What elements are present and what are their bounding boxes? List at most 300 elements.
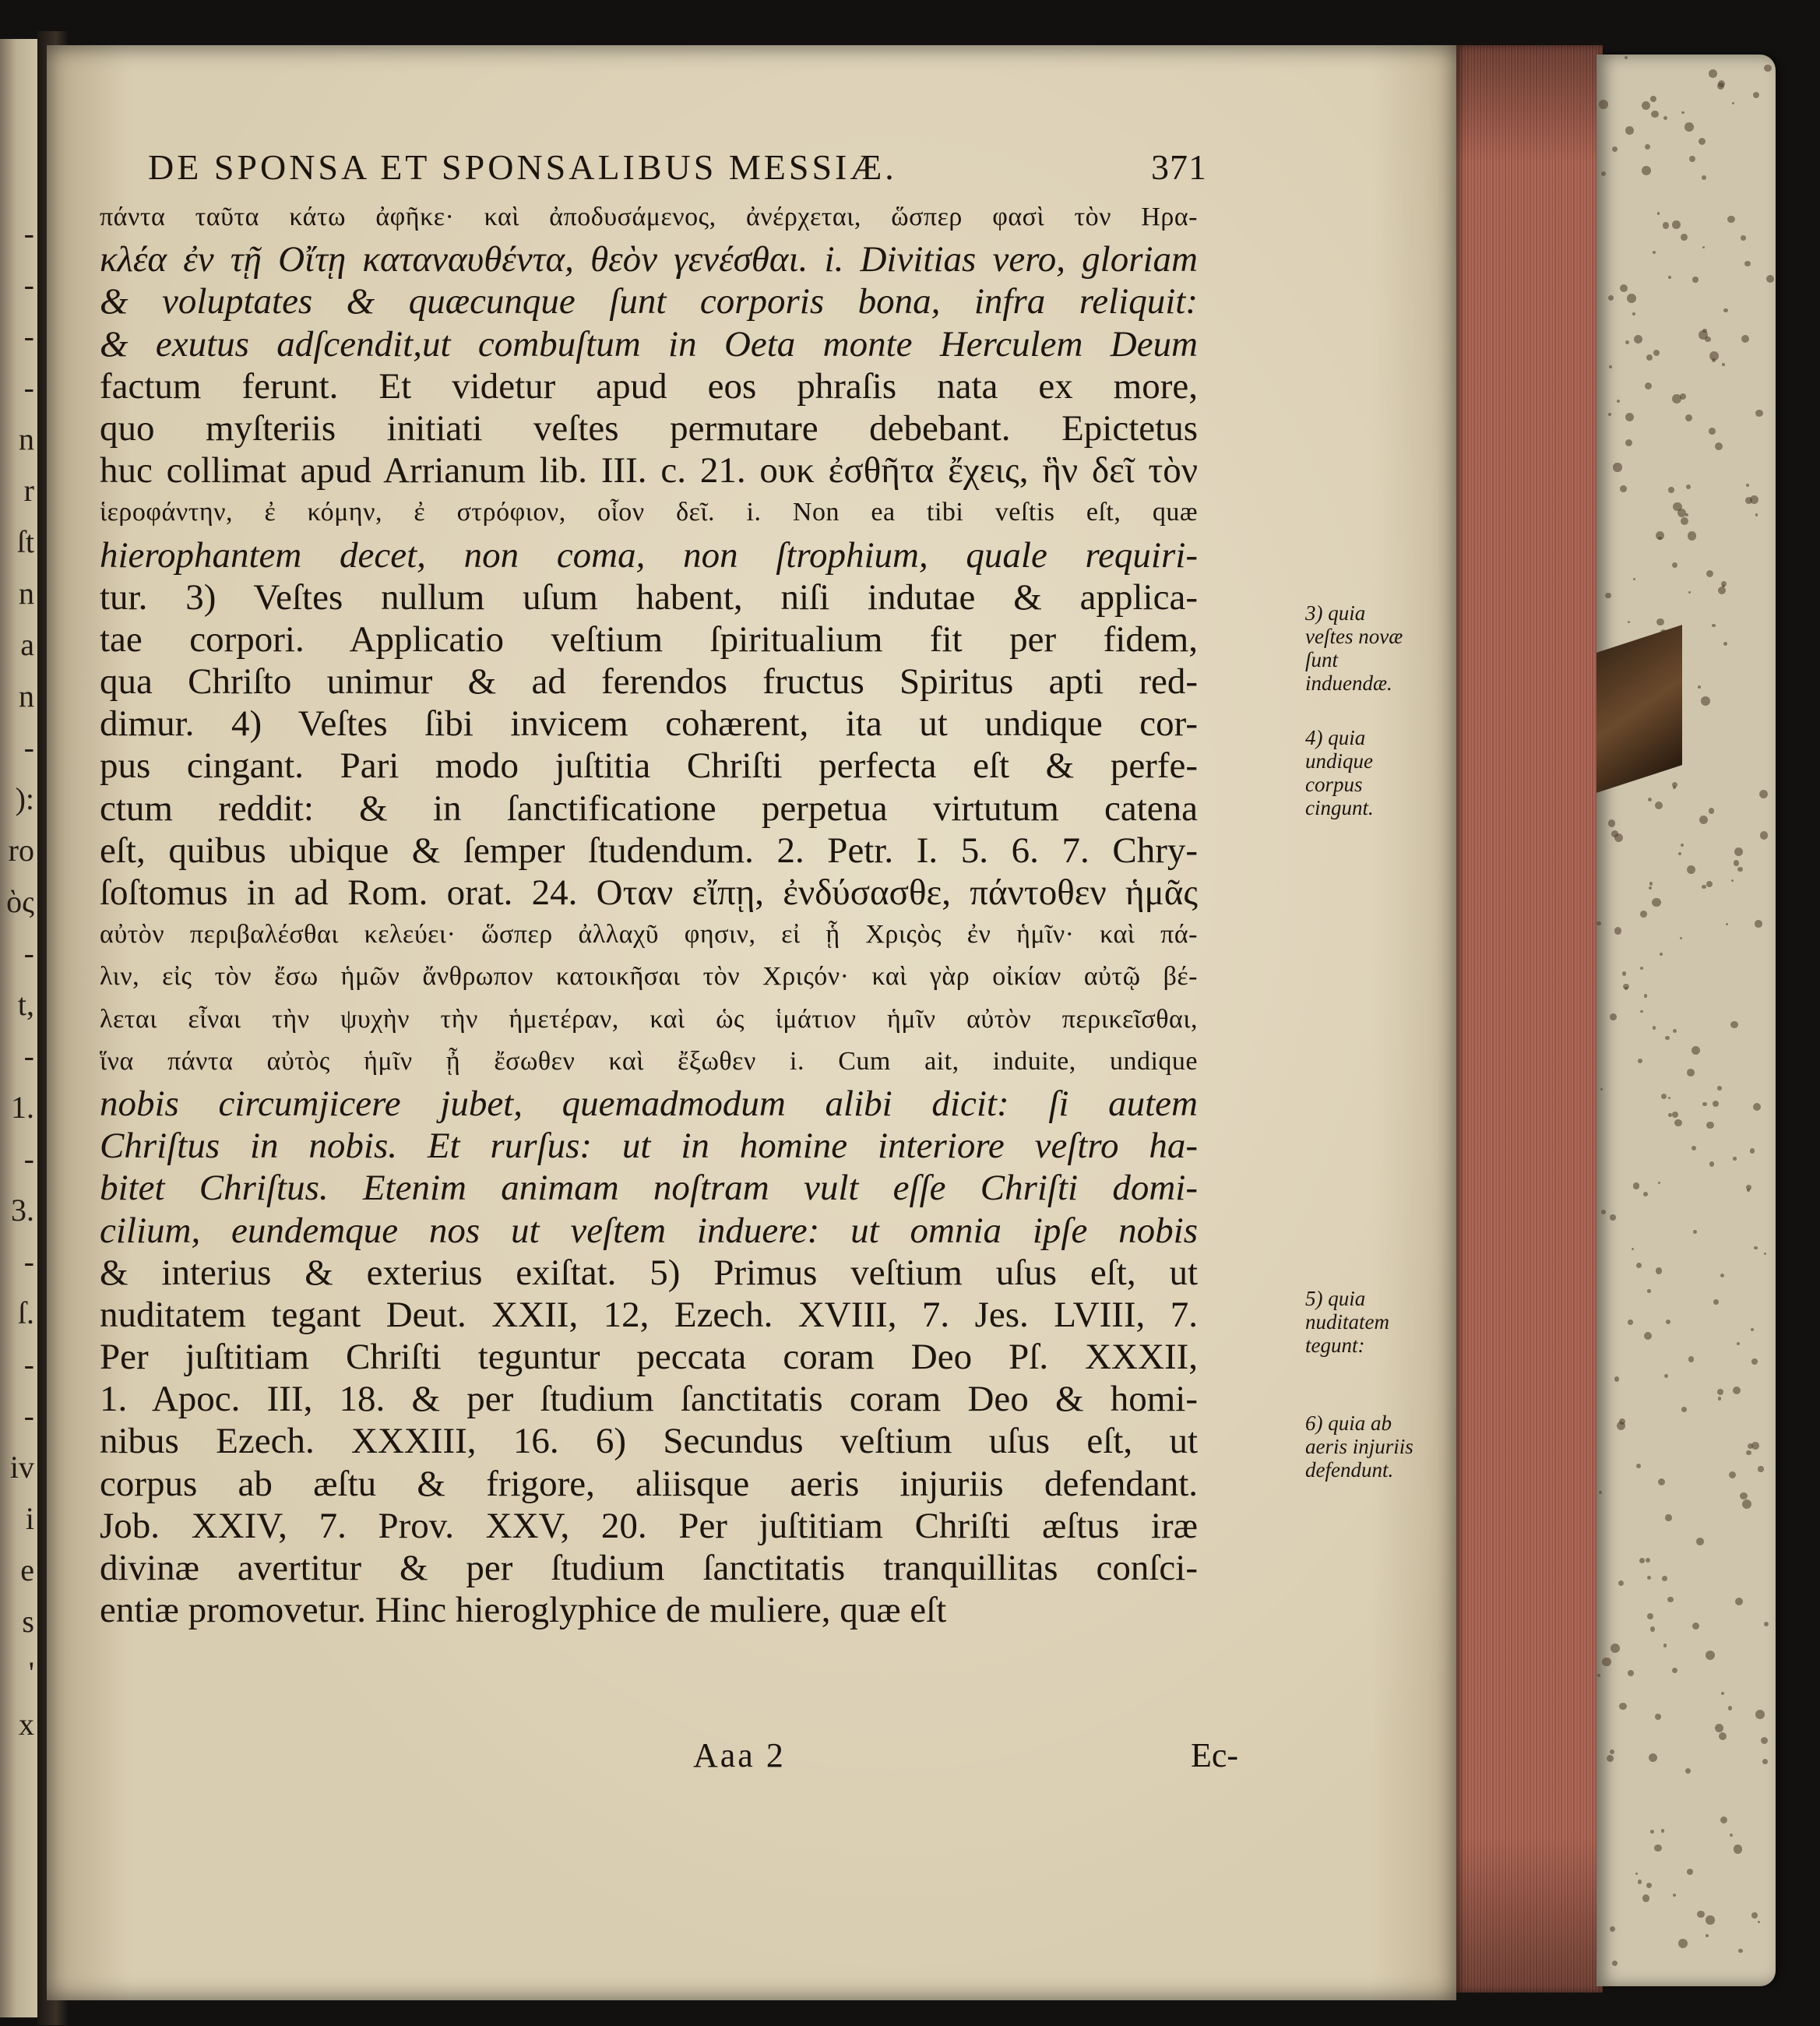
cover-speckle bbox=[1662, 1576, 1667, 1581]
left-edge-fragment: - bbox=[23, 935, 34, 971]
left-edge-fragment: ' bbox=[28, 1655, 34, 1690]
cover-speckle bbox=[1640, 1010, 1643, 1013]
cover-speckle bbox=[1709, 351, 1719, 361]
cover-speckle bbox=[1633, 1182, 1639, 1189]
left-edge-fragment: 1. bbox=[11, 1090, 34, 1125]
cover-speckle bbox=[1734, 860, 1740, 866]
left-edge-fragment: ſt bbox=[16, 524, 34, 559]
cover-speckle bbox=[1677, 509, 1686, 517]
cover-speckle bbox=[1661, 1829, 1664, 1832]
cover-speckle bbox=[1732, 102, 1734, 104]
cover-speckle bbox=[1607, 1755, 1614, 1762]
cover-speckle bbox=[1618, 1580, 1624, 1586]
cover-speckle bbox=[1702, 885, 1706, 889]
cover-speckle bbox=[1638, 1059, 1642, 1063]
cover-speckle bbox=[1715, 1724, 1723, 1732]
text-line: tae corpori. Applicatio veſtium ſpiritualium fit per fidem, bbox=[100, 618, 1198, 660]
cover-speckle bbox=[1709, 428, 1716, 435]
cover-speckle bbox=[1672, 394, 1681, 403]
cover-speckle bbox=[1609, 365, 1613, 369]
cover-speckle bbox=[1665, 1514, 1671, 1520]
cover-speckle bbox=[1610, 1013, 1617, 1020]
left-edge-fragment: - bbox=[23, 1141, 34, 1176]
cover-speckle bbox=[1678, 852, 1681, 855]
cover-speckle bbox=[1647, 1613, 1653, 1619]
cover-speckle bbox=[1600, 1088, 1604, 1091]
text-line: Job. XXIV, 7. Prov. XXV, 20. Per juſtitiam Chriſti æſtus iræ bbox=[100, 1505, 1198, 1546]
cover-speckle bbox=[1678, 1939, 1688, 1948]
cover-speckle bbox=[1751, 1442, 1759, 1450]
signature-mark: Aaa 2 bbox=[693, 1736, 786, 1774]
cover-speckle bbox=[1759, 790, 1768, 798]
cover-speckle bbox=[1644, 1332, 1652, 1340]
text-line: bitet Chriſtus. Etenim animam noſtram vult eſſe Chriſti domi- bbox=[100, 1168, 1198, 1209]
cover-speckle bbox=[1721, 581, 1727, 587]
cover-speckle bbox=[1648, 798, 1652, 802]
cover-speckle bbox=[1658, 1182, 1660, 1184]
cover-speckle bbox=[1706, 1651, 1715, 1660]
cover-speckle bbox=[1660, 953, 1662, 955]
cover-speckle bbox=[1688, 531, 1696, 540]
text-line: πάντα ταῦτα κάτω ἀφῆκε· καὶ ἀποδυσάμενος, ἀνέρχεται, ὥσπερ φασὶ τὸν Ηρα- bbox=[100, 203, 1198, 231]
cover-speckle bbox=[1643, 1192, 1649, 1197]
cover-speckle bbox=[1649, 1753, 1658, 1763]
cover-speckle bbox=[1742, 1499, 1751, 1509]
left-edge-fragment: iv bbox=[9, 1450, 34, 1485]
cover-speckle bbox=[1709, 808, 1715, 814]
cover-speckle bbox=[1751, 1358, 1757, 1364]
text-line: αὐτὸν περιβαλέσθαι κελεύει· ὥσπερ ἀλλαχῦ φησιν, εἰ ᾗ Χριςὸς ἐν ἡμῖν· καὶ πά- bbox=[100, 920, 1198, 950]
cover-speckle bbox=[1636, 1464, 1641, 1468]
cover-speckle bbox=[1731, 879, 1734, 882]
cover-speckle bbox=[1746, 1185, 1751, 1190]
cover-speckle bbox=[1729, 1471, 1736, 1478]
cover-speckle bbox=[1608, 413, 1611, 416]
left-edge-fragment: - bbox=[23, 1398, 34, 1433]
cover-speckle bbox=[1746, 1450, 1751, 1456]
cover-speckle bbox=[1650, 1626, 1656, 1632]
cover-speckle bbox=[1673, 1894, 1676, 1897]
cover-speckle bbox=[1625, 56, 1628, 59]
cover-speckle bbox=[1692, 1046, 1700, 1055]
cover-speckle bbox=[1692, 1623, 1699, 1630]
text-line: pus cingant. Pari modo juſtitia Chriſti perfecta eſt & perfe- bbox=[100, 745, 1198, 787]
cover-speckle bbox=[1596, 921, 1601, 926]
cover-speckle bbox=[1627, 294, 1636, 303]
cover-speckle bbox=[1760, 831, 1769, 840]
cover-speckle bbox=[1734, 847, 1744, 857]
cover-speckle bbox=[1721, 1692, 1724, 1695]
cover-speckle bbox=[1692, 1146, 1696, 1150]
cover-speckle bbox=[1758, 1921, 1760, 1923]
body-text bbox=[100, 196, 1413, 1631]
cover-speckle bbox=[1666, 1320, 1670, 1324]
cover-speckle bbox=[1696, 1538, 1704, 1545]
left-edge-fragment: a bbox=[20, 627, 34, 662]
cover-speckle bbox=[1663, 116, 1667, 120]
cover-speckle bbox=[1612, 146, 1618, 152]
cover-speckle bbox=[1702, 1102, 1707, 1107]
cover-speckle bbox=[1697, 1911, 1705, 1919]
cover-speckle bbox=[1649, 882, 1653, 885]
cover-speckle bbox=[1610, 1214, 1616, 1221]
cover-speckle bbox=[1661, 1094, 1667, 1099]
text-line: & interius & exterius exiſtat. 5) Primus veſtium uſus eſt, ut bbox=[100, 1252, 1198, 1293]
cover-speckle bbox=[1727, 216, 1734, 223]
cover-speckle bbox=[1719, 1732, 1727, 1740]
cover-speckle bbox=[1701, 696, 1710, 706]
cover-speckle bbox=[1650, 1830, 1654, 1834]
margin-note: 6) quia ab aeris injuriis defendunt. bbox=[1305, 1411, 1413, 1482]
left-edge-fragment: - bbox=[23, 730, 34, 765]
cover-speckle bbox=[1647, 1576, 1651, 1580]
cover-speckle bbox=[1706, 1915, 1714, 1924]
cover-speckle bbox=[1649, 886, 1652, 890]
cover-speckle bbox=[1751, 1912, 1758, 1919]
cover-speckle bbox=[1646, 1558, 1651, 1563]
cover-speckle bbox=[1680, 937, 1682, 939]
cover-speckle bbox=[1620, 485, 1627, 492]
cover-speckle bbox=[1657, 212, 1660, 215]
cover-speckle bbox=[1638, 1880, 1642, 1883]
cover-speckle bbox=[1646, 354, 1653, 361]
cover-speckle bbox=[1766, 275, 1774, 283]
left-edge-fragment: ὸς bbox=[6, 884, 34, 919]
cover-speckle bbox=[1608, 819, 1616, 827]
cover-speckle bbox=[1687, 865, 1695, 874]
cover-speckle bbox=[1755, 1710, 1765, 1719]
cover-speckle bbox=[1658, 1478, 1665, 1485]
cover-speckle bbox=[1713, 1299, 1719, 1305]
printed-page bbox=[47, 45, 1456, 2000]
cover-speckle bbox=[1737, 867, 1743, 872]
cover-speckle bbox=[1644, 994, 1648, 998]
left-edge-fragment: - bbox=[23, 319, 34, 354]
left-edge-fragment: e bbox=[20, 1552, 34, 1587]
text-line: cilium, eundemque nos ut veſtem induere: ut omnia ipſe nobis bbox=[100, 1210, 1198, 1251]
cover-speckle bbox=[1758, 1466, 1763, 1471]
text-line: 1. Apoc. III, 18. & per ſtudium ſanctitatis coram Deo & homi- bbox=[100, 1379, 1198, 1420]
cover-speckle bbox=[1722, 363, 1725, 366]
cover-speckle bbox=[1625, 126, 1633, 134]
page-number: 371 bbox=[1151, 147, 1207, 187]
cover-speckle bbox=[1686, 484, 1691, 489]
cover-speckle bbox=[1663, 1644, 1667, 1647]
left-edge-fragment: n bbox=[19, 576, 34, 611]
cover-speckle bbox=[1672, 1668, 1677, 1673]
cover-speckle bbox=[1728, 1706, 1732, 1710]
cover-speckle bbox=[1599, 100, 1608, 109]
cover-speckle bbox=[1715, 442, 1723, 450]
cover-speckle bbox=[1688, 591, 1691, 594]
cover-speckle bbox=[1733, 1157, 1737, 1161]
cover-speckle bbox=[1633, 578, 1635, 580]
cover-speckle bbox=[1735, 1598, 1744, 1606]
cover-speckle bbox=[1706, 1122, 1714, 1129]
cover-speckle bbox=[1709, 69, 1717, 78]
cover-speckle bbox=[1713, 1101, 1719, 1107]
text-line: & exutus adſcendit,ut combuſtum in Oeta monte Herculem Deum bbox=[100, 323, 1198, 365]
cover-speckle bbox=[1672, 220, 1681, 229]
cover-speckle bbox=[1698, 685, 1701, 689]
cover-speckle bbox=[1740, 1492, 1748, 1500]
margin-note: 5) quia nuditatem tegunt: bbox=[1305, 1287, 1389, 1357]
left-edge-fragment: t, bbox=[17, 987, 34, 1022]
cover-speckle bbox=[1646, 1883, 1652, 1888]
cover-speckle bbox=[1655, 802, 1663, 809]
cover-speckle bbox=[1610, 1749, 1614, 1754]
cover-speckle bbox=[1734, 1845, 1743, 1854]
cover-speckle bbox=[1720, 1816, 1727, 1823]
cover-speckle bbox=[1617, 1422, 1625, 1430]
cover-speckle bbox=[1706, 881, 1713, 887]
cover-speckle bbox=[1741, 335, 1749, 343]
cover-speckle bbox=[1636, 1263, 1642, 1268]
cover-speckle bbox=[1612, 1961, 1618, 1966]
cover-speckle bbox=[1718, 587, 1726, 594]
left-edge-fragment: s bbox=[22, 1604, 34, 1639]
cover-speckle bbox=[1706, 570, 1713, 577]
cover-speckle bbox=[1750, 1148, 1755, 1154]
text-line: λεται εἶναι τὴν ψυχὴν τὴν ἡμετέραν, καὶ ὡς ἱμάτιον ἡμῖν αὐτὸν περικεῖσθαι, bbox=[100, 1004, 1198, 1034]
text-line: divinæ avertitur & per ſtudium ſanctitatis tranquillitas conſci- bbox=[100, 1548, 1198, 1588]
left-edge-fragment: - bbox=[23, 370, 34, 405]
cover-speckle bbox=[1632, 312, 1635, 315]
cover-speckle bbox=[1653, 1026, 1656, 1029]
cover-speckle bbox=[1681, 1407, 1687, 1412]
cover-speckle bbox=[1639, 1558, 1645, 1563]
left-edge-fragment: n bbox=[19, 678, 34, 714]
cover-speckle bbox=[1640, 911, 1647, 918]
text-line: hierophantem decet, non coma, non ſtrophium, quale requiri- bbox=[100, 534, 1198, 576]
text-line: factum ferunt. Et videtur apud eos phraſis nata ex more, bbox=[100, 365, 1198, 407]
cover-speckle bbox=[1754, 1246, 1757, 1249]
cover-speckle bbox=[1681, 517, 1688, 525]
text-line: tur. 3) Veſtes nullum uſum habent, niſi indutae & applica- bbox=[100, 576, 1198, 618]
cover-speckle bbox=[1723, 642, 1727, 646]
cover-speckle bbox=[1645, 382, 1652, 389]
text-line: huc collimat apud Arrianum lib. III. c. 21. ουκ ἐσθῆτα ἔχεις, ἣν δεῖ τὸν bbox=[100, 450, 1198, 492]
cover-speckle bbox=[1628, 1320, 1633, 1325]
cover-speckle bbox=[1668, 276, 1671, 279]
cover-speckle bbox=[1753, 1103, 1761, 1111]
cover-speckle bbox=[1645, 144, 1650, 150]
cover-speckle bbox=[1706, 1934, 1709, 1937]
left-edge-fragment: - bbox=[23, 216, 34, 251]
cover-speckle bbox=[1642, 166, 1651, 175]
left-edge-fragment: - bbox=[23, 1244, 34, 1279]
cover-speckle bbox=[1733, 1386, 1741, 1394]
margin-note: 3) quia veſtes novæ ſunt induendæ. bbox=[1305, 601, 1403, 695]
cover-speckle bbox=[1655, 1714, 1661, 1720]
text-line: eſt, quibus ubique & ſemper ſtudendum. 2. Petr. I. 5. 6. 7. Chry- bbox=[100, 830, 1198, 871]
cover-speckle bbox=[1699, 816, 1708, 824]
text-line: Per juſtitiam Chriſti teguntur peccata coram Deo Pſ. XXXII, bbox=[100, 1337, 1198, 1378]
cover-speckle bbox=[1718, 1397, 1721, 1400]
cover-speckle bbox=[1672, 1112, 1677, 1117]
cover-speckle bbox=[1665, 1036, 1669, 1040]
cover-speckle bbox=[1702, 246, 1705, 248]
cover-speckle bbox=[1663, 222, 1669, 228]
cover-speckle bbox=[1755, 410, 1762, 417]
cover-speckle bbox=[1601, 171, 1606, 176]
cover-speckle bbox=[1652, 898, 1661, 907]
text-line: ἵνα πάντα αὐτὸς ἡμῖν ᾖ ἔσωθεν καὶ ἔξωθεν i. Cum ait, induite, undique bbox=[100, 1046, 1198, 1076]
cover-speckle bbox=[1634, 335, 1642, 344]
text-line: λιν, εἰς τὸν ἔσω ἡμῶν ἄνθρωπον κατοικῆσαι τὸν Χριςόν· καὶ γὰρ οἰκίαν αὐτῷ βέ- bbox=[100, 962, 1198, 992]
cover-speckle bbox=[1653, 350, 1660, 356]
cover-speckle bbox=[1620, 284, 1628, 292]
cover-speckle bbox=[1674, 1119, 1682, 1127]
cover-speckle bbox=[1702, 175, 1706, 180]
cover-speckle bbox=[1597, 1674, 1601, 1678]
cover-speckle bbox=[1651, 111, 1659, 118]
cover-speckle bbox=[1753, 92, 1759, 98]
text-line: nobis circumjicere jubet, quemadmodum alibi dicit: ſi autem bbox=[100, 1083, 1198, 1124]
cover-speckle bbox=[1750, 495, 1759, 505]
cover-speckle bbox=[1673, 1029, 1677, 1033]
cover-speckle bbox=[1672, 562, 1677, 568]
margin-note: 4) quia undique corpus cingunt. bbox=[1305, 726, 1374, 819]
cover-speckle bbox=[1693, 1230, 1697, 1234]
left-edge-fragment: n bbox=[19, 421, 34, 456]
cover-speckle bbox=[1614, 1376, 1619, 1381]
cover-speckle bbox=[1681, 844, 1684, 847]
cover-speckle bbox=[1730, 1021, 1738, 1029]
text-line: Chriſtus in nobis. Et rurſus: ut in homine interiore veſtro ha- bbox=[100, 1126, 1198, 1167]
cover-speckle bbox=[1628, 621, 1630, 623]
cover-speckle bbox=[1717, 83, 1724, 90]
cover-speckle bbox=[1628, 1670, 1634, 1676]
cover-speckle bbox=[1712, 624, 1716, 628]
cover-speckle bbox=[1762, 1759, 1768, 1764]
cover-speckle bbox=[1610, 1926, 1615, 1932]
cover-speckle bbox=[1632, 1248, 1634, 1250]
cover-speckle bbox=[1692, 277, 1698, 282]
cover-speckle bbox=[1730, 1834, 1733, 1837]
cover-speckle bbox=[1741, 235, 1746, 241]
text-line: qua Chriſto unimur & ad ferendos fructus Spiritus apti red- bbox=[100, 661, 1198, 703]
cover-speckle bbox=[1608, 295, 1614, 301]
text-line: corpus ab æſtu & frigore, aliisque aeris injuriis defendant. bbox=[100, 1463, 1198, 1504]
cover-speckle bbox=[1668, 487, 1674, 492]
cover-speckle bbox=[1723, 308, 1727, 312]
cover-speckle bbox=[1764, 65, 1771, 72]
cover-speckle bbox=[1755, 920, 1762, 928]
cover-speckle bbox=[1664, 1374, 1668, 1378]
cover-speckle bbox=[1601, 1210, 1606, 1214]
cover-speckle bbox=[1640, 967, 1643, 970]
cover-speckle bbox=[1688, 1356, 1694, 1362]
cover-speckle bbox=[1625, 340, 1629, 344]
cover-speckle bbox=[1746, 484, 1749, 487]
left-edge-fragment: - bbox=[23, 267, 34, 302]
cover-speckle bbox=[1653, 251, 1656, 254]
cover-speckle bbox=[1689, 156, 1696, 163]
cover-speckle bbox=[1617, 400, 1620, 403]
cover-speckle bbox=[1611, 1644, 1620, 1653]
left-edge-fragment: ſ. bbox=[17, 1295, 34, 1330]
cover-speckle bbox=[1738, 1949, 1743, 1954]
text-line: ſoſtomus in ad Rom. orat. 24. Οταν εἴπῃ, ἐνδύσασθε, πάντοθεν ἡμᾶς bbox=[100, 872, 1198, 913]
cover-speckle bbox=[1687, 1069, 1695, 1076]
cover-speckle bbox=[1625, 413, 1634, 421]
cover-speckle bbox=[1668, 1113, 1672, 1117]
leather-spine-strap bbox=[1596, 625, 1682, 793]
cover-speckle bbox=[1702, 329, 1706, 333]
cover-speckle bbox=[1672, 782, 1677, 787]
text-line: & voluptates & quæcunque ſunt corporis bona, infra reliquit: bbox=[100, 281, 1198, 322]
cover-speckle bbox=[1602, 1658, 1611, 1666]
text-line: κλέα ἐν τῇ Οἴτῃ καταναυθέντα, θεὸν γενέσθαι. i. Divitias vero, gloriam bbox=[100, 239, 1198, 280]
left-edge-fragment: r bbox=[23, 473, 34, 508]
cover-speckle bbox=[1717, 1389, 1723, 1395]
cover-speckle bbox=[1744, 261, 1750, 266]
cover-speckle bbox=[1764, 1253, 1766, 1255]
book-cover-board bbox=[1596, 55, 1776, 1986]
cover-speckle bbox=[1654, 1845, 1662, 1852]
cover-speckle bbox=[1623, 984, 1628, 989]
cover-speckle bbox=[1717, 1086, 1722, 1091]
cover-speckle bbox=[1705, 336, 1711, 343]
catchword: Ec- bbox=[1190, 1736, 1238, 1774]
running-head bbox=[148, 146, 1207, 188]
cover-speckle bbox=[1642, 101, 1650, 110]
text-line: nuditatem tegant Deut. XXII, 12, Ezech. XVIII, 7. Jes. LVIII, 7. bbox=[100, 1294, 1198, 1335]
left-edge-fragment: - bbox=[23, 1038, 34, 1073]
cover-speckle bbox=[1726, 923, 1728, 925]
cover-speckle bbox=[1599, 1491, 1602, 1494]
left-edge-fragment: i bbox=[25, 1501, 34, 1536]
cover-speckle bbox=[1709, 1161, 1714, 1166]
cover-speckle bbox=[1751, 1328, 1754, 1331]
cover-speckle bbox=[1622, 971, 1626, 975]
cover-speckle bbox=[1764, 1622, 1769, 1626]
cover-speckle bbox=[1761, 1737, 1768, 1744]
cover-speckle bbox=[1699, 138, 1706, 145]
text-line: dimur. 4) Veſtes ſibi invicem cohærent, ita ut undique cor- bbox=[100, 703, 1198, 745]
cover-speckle bbox=[1685, 513, 1688, 516]
cover-speckle bbox=[1681, 111, 1684, 115]
page-edges-shading bbox=[1455, 45, 1603, 1993]
left-edge-fragment: 3. bbox=[11, 1193, 34, 1228]
cover-speckle bbox=[1647, 1289, 1650, 1292]
running-head-title: DE SPONSA ET SPONSALIBUS MESSIÆ. bbox=[148, 147, 897, 187]
cover-speckle bbox=[1720, 1274, 1724, 1277]
cover-speckle bbox=[1614, 927, 1622, 935]
cover-speckle bbox=[1755, 513, 1758, 516]
cover-speckle bbox=[1668, 1097, 1670, 1099]
cover-speckle bbox=[1650, 96, 1656, 102]
text-line: ἱεροφάντην, ἐ κόμην, ἐ στρόφιον, οἷον δεῖ. i. Non ea tibi veſtis eſt, quæ bbox=[100, 498, 1198, 527]
text-line: quo myſteriis initiati veſtes permutare debebant. Epictetus bbox=[100, 407, 1198, 449]
cover-speckle bbox=[1687, 1869, 1693, 1875]
left-edge-fragment: ): bbox=[15, 781, 34, 816]
left-edge-fragment: - bbox=[23, 1347, 34, 1382]
left-edge-fragment: ro bbox=[8, 833, 34, 868]
cover-speckle bbox=[1635, 1873, 1638, 1875]
cover-speckle bbox=[1656, 1267, 1662, 1274]
cover-speckle bbox=[1684, 122, 1694, 132]
cover-speckle bbox=[1619, 1703, 1626, 1710]
cover-speckle bbox=[1642, 1894, 1650, 1902]
cover-speckle bbox=[1685, 414, 1692, 421]
cover-speckle bbox=[1667, 1597, 1674, 1603]
cover-speckle bbox=[1685, 1768, 1691, 1774]
cover-speckle bbox=[1605, 593, 1611, 598]
cover-speckle bbox=[1656, 618, 1664, 626]
left-edge-fragment: x bbox=[19, 1707, 34, 1742]
